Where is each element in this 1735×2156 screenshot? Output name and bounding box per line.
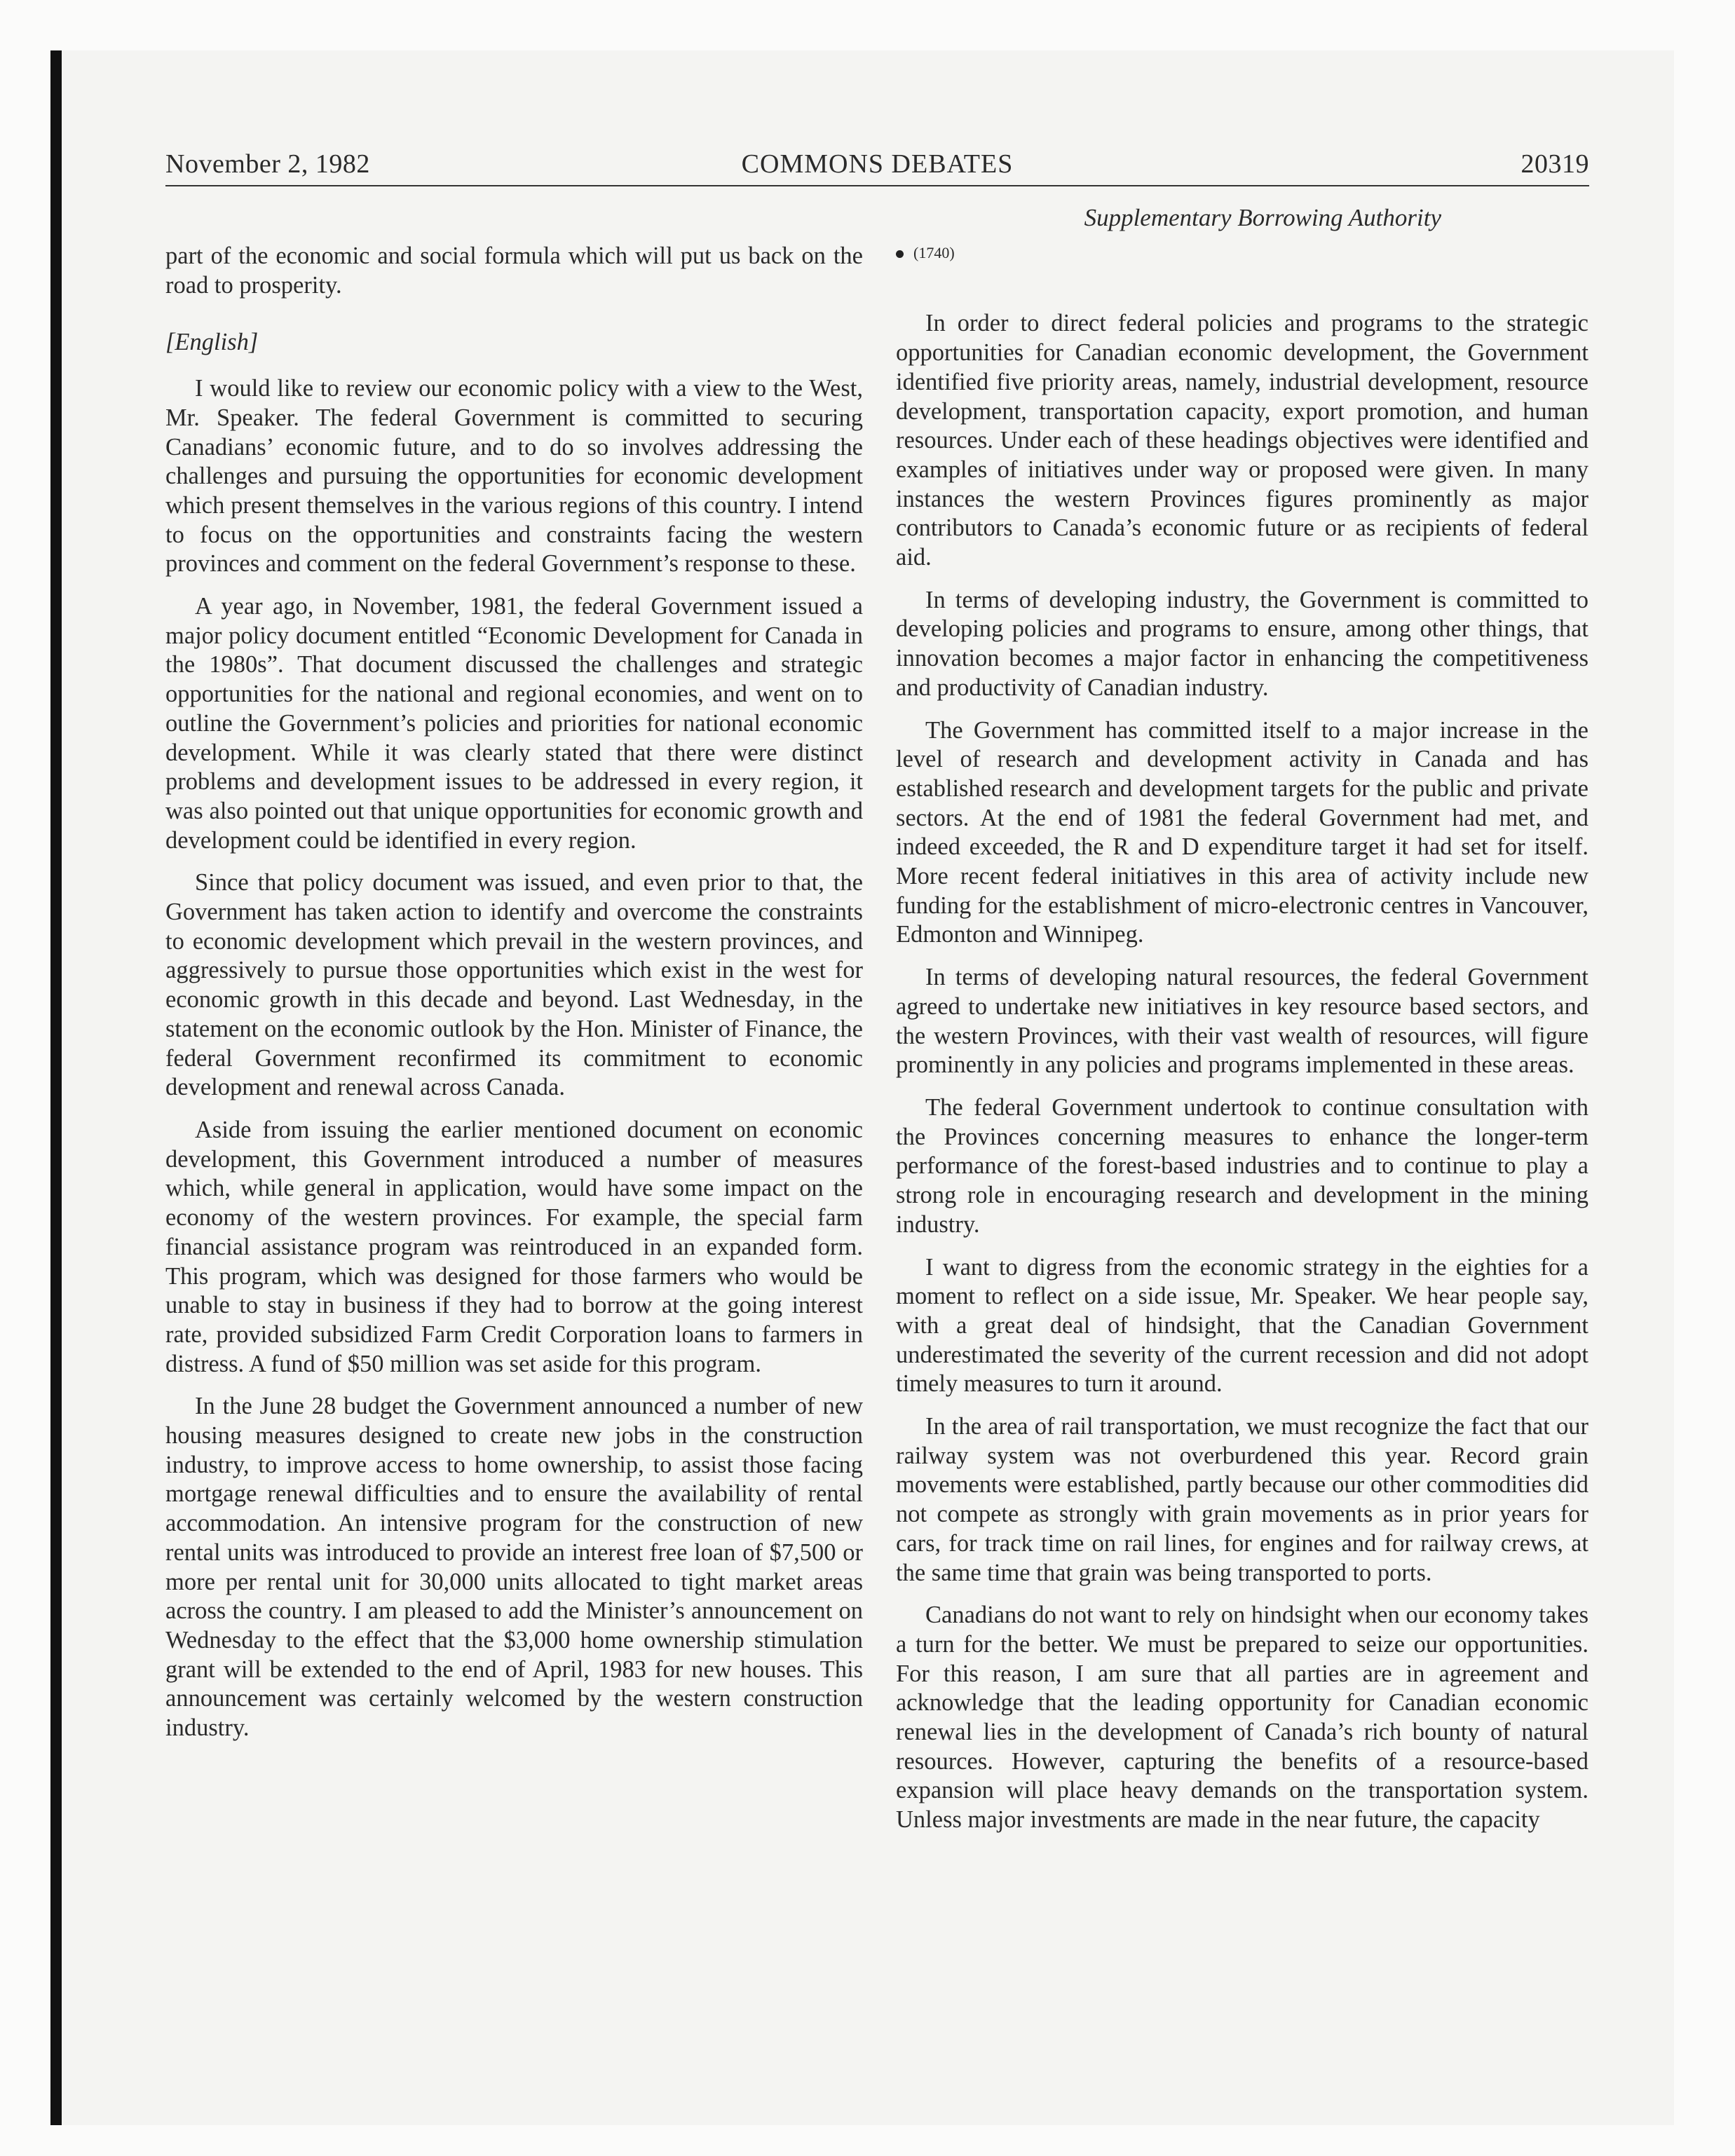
bullet-icon <box>896 250 904 258</box>
left-column <box>165 242 863 1756</box>
subject-heading: Supplementary Borrowing Authority <box>1084 204 1441 231</box>
paragraph: Aside from issuing the earlier mentioned document on economic development, this Government introduced a number of measures which, while general in application, would have some impact on the economy of the western provinces. For example, the special farm financial assistance program was reintroduced in an expanded form. This program, which was designed for those farmers who would be unable to stay in business if they had to borrow at the going interest rate, provided subsidized Farm Credit Corporation loans to farmers in distress. A fund of $50 million was set aside for this program. <box>165 1116 863 1377</box>
paragraph: Since that policy document was issued, and even prior to that, the Government has taken action to identify and overcome the constraints to economic development which prevail in the western provinces, and aggressively to pursue those opportunities which exist in the west for economic growth in this decade and beyond. Last Wednesday, in the statement on the economic outlook by the Hon. Minister of Finance, the federal Government reconfirmed its commitment to economic development and renewal across Canada. <box>165 869 863 1101</box>
paragraph: part of the economic and social formula which will put us back on the road to prosperity. <box>165 243 863 299</box>
paragraph: Canadians do not want to rely on hindsight when our economy takes a turn for the better. We must be prepared to seize our opportunities. For this reason, I am sure that all parties are in agreement and acknowledge that the leading opportunity for Canadian economic renewal lies in the development of Canada’s rich bounty of natural resources. However, capturing the benefits of a resource-based expansion will place heavy demands on the transportation system. Unless major investments are made in the near future, the capacity <box>896 1602 1588 1834</box>
time-marker-label: (1740) <box>913 243 955 261</box>
paragraph: In terms of developing natural resources, the federal Government agreed to undertake new initiatives in key resource based sectors, and the western Provinces, with their vast wealth of resources, will figure prominently in any policies and programs implemented in these areas. <box>896 964 1588 1079</box>
page-number: 20319 <box>1520 149 1589 179</box>
right-column <box>896 203 1588 1848</box>
paragraph: In the area of rail transportation, we must recognize the fact that our railway system was not overburdened this year. Record grain movements were established, partly because our other commodities did not compete as strongly with grain movements as in prior years for cars, for track time on rail lines, for engines and for railway crews, at the same time that grain was being transported to ports. <box>896 1413 1588 1586</box>
paragraph: A year ago, in November, 1981, the federal Government issued a major policy document entitled “Economic Development for Canada in the 1980s”. That document discussed the challenges and strategic opportunities for the national and regional economies, and went on to outline the Government’s policies and priorities for national economic development. While it was clearly stated that there were distinct problems and development issues to be addressed in every region, it was also pointed out that unique opportunities for economic growth and development could be identified in every region. <box>165 593 863 854</box>
time-marker <box>896 238 1588 268</box>
header-title: COMMONS DEBATES <box>741 149 1014 179</box>
header-date: November 2, 1982 <box>165 149 370 179</box>
scan-border <box>50 50 62 2125</box>
paragraph: The Government has committed itself to a major increase in the level of research and development activity in Canada and has established research and development targets for the public and private sectors. At the end of 1981 the federal Government had met, and indeed exceeded, the R and D expenditure target it had set for itself. More recent federal initiatives in this area of activity include new funding for the establishment of micro-electronic centres in Vancouver, Edmonton and Winnipeg. <box>896 716 1588 948</box>
paragraph: In the June 28 budget the Government announced a number of new housing measures designed to create new jobs in the construction industry, to improve access to home ownership, to assist those facing mortgage renewal difficulties and to ensure the availability of rental accommodation. An intensive program for the construction of new rental units was introduced to provide an interest free loan of $7,500 or more per rental unit for 30,000 units allocated to tight market areas across the country. I am pleased to add the Minister’s announcement on Wednesday to the effect that the $3,000 home ownership stimulation grant will be extended to the end of April, 1983 for new houses. This announcement was certainly welcomed by the western construction industry. <box>165 1393 863 1742</box>
language-tag: [English] <box>165 329 259 356</box>
running-header <box>165 149 1589 186</box>
paragraph: In order to direct federal policies and programs to the strategic opportunities for Canadian economic development, the Government identified five priority areas, namely, industrial development, resource development, transportation capacity, export promotion, and human resources. Under each of these headings objectives were identified and examples of initiatives under way or proposed were given. In many instances the western Provinces figures prominently as major contributors to Canada’s economic future or as recipients of federal aid. <box>896 310 1588 571</box>
paragraph: I would like to review our economic policy with a view to the West, Mr. Speaker. The federal Government is committed to securing Canadians’ economic future, and to do so involves addressing the challenges and pursuing the opportunities for economic development which present themselves in the various regions of this country. I intend to focus on the opportunities and constraints facing the western provinces and comment on the federal Government’s response to these. <box>165 375 863 578</box>
paragraph: I want to digress from the economic strategy in the eighties for a moment to reflect on a side issue, Mr. Speaker. We hear people say, with a great deal of hindsight, that the Canadian Government underestimated the severity of the current recession and did not adopt timely measures to turn it around. <box>896 1253 1588 1398</box>
paragraph: The federal Government undertook to continue consultation with the Provinces concerning measures to enhance the longer-term performance of the forest-based industries and to continue to play a strong role in encouraging research and development in the mining industry. <box>896 1093 1588 1238</box>
paragraph: In terms of developing industry, the Government is committed to developing policies and programs to ensure, among other things, that innovation becomes a major factor in enhancing the competitiveness and productivity of Canadian industry. <box>896 586 1588 701</box>
